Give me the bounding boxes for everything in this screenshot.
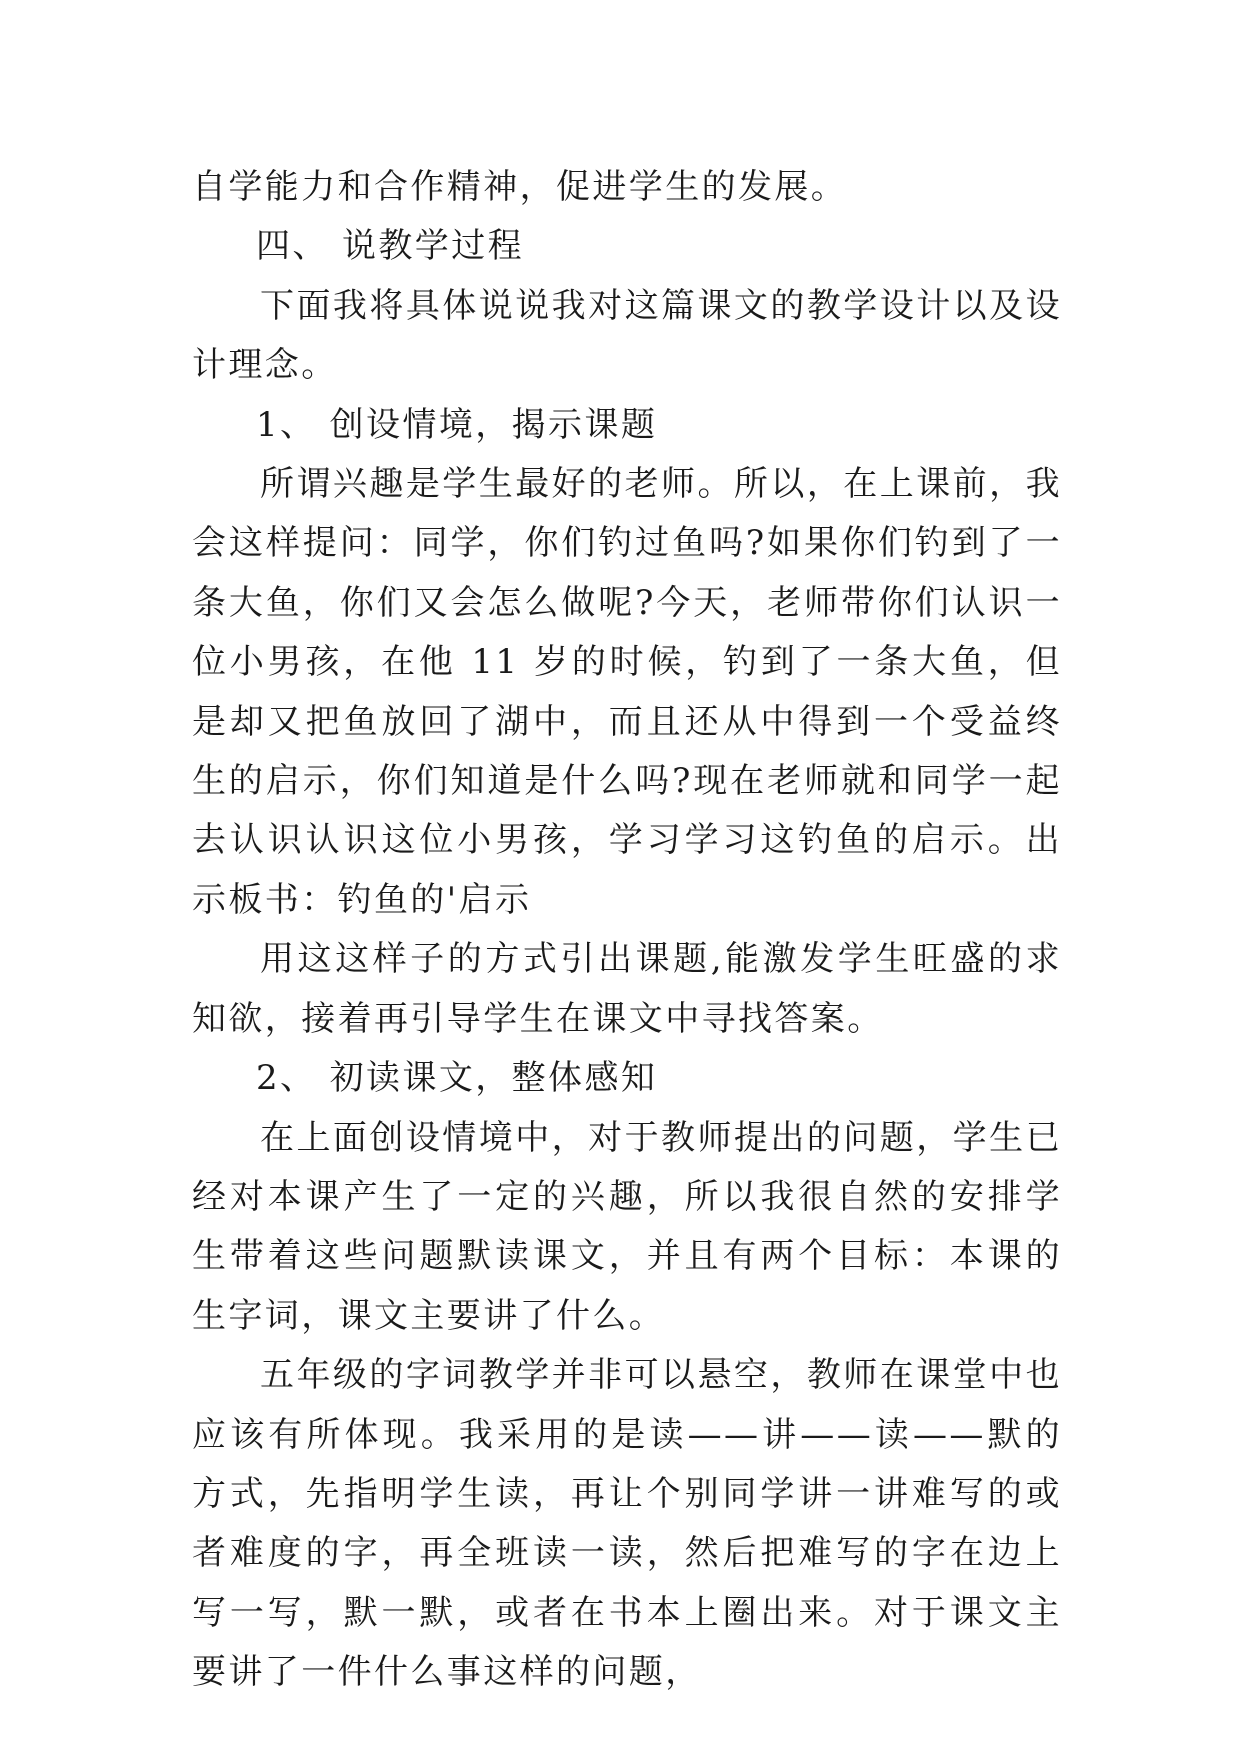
paragraph-vocabulary-teaching: 五年级的字词教学并非可以悬空，教师在课堂中也应该有所体现。我采用的是读——讲——读——默的方式，先指明学生读，再让个别同学讲一讲难写的或者难度的字，再全班读一读，然后把难写的字在边上写一写，默一默，或者在书本上圈出来。对于课文主要讲了一件什么事这样的问题， — [192, 1355, 1062, 1693]
section-heading-teaching-process: 四、 说教学过程 — [256, 226, 525, 267]
paragraph-intro: 下面我将具体说说我对这篇课文的教学设计以及设计理念。 — [192, 285, 1062, 386]
document-body — [192, 158, 1062, 1703]
subheading-create-situation: 1、 创设情境，揭示课题 — [256, 404, 658, 445]
paragraph-silent-reading: 在上面创设情境中，对于教师提出的问题，学生已经对本课产生了一定的兴趣，所以我很自然的安排学生带着这些问题默读课文，并且有两个目标：本课的生字词，课文主要讲了什么。 — [192, 1117, 1062, 1336]
subheading-first-reading: 2、 初读课文，整体感知 — [256, 1058, 658, 1099]
paragraph-continuation: 自学能力和合作精神，促进学生的发展。 — [192, 167, 848, 207]
paragraph-interest: 所谓兴趣是学生最好的老师。所以，在上课前，我会这样提问：同学，你们钓过鱼吗?如果你们钓到了一条大鱼，你们又会怎么做呢?今天，老师带你们认识一位小男孩，在他 11 岁的时候，钓到了一条大鱼，但是却又把鱼放回了湖中，而且还从中得到一个受益终生的启示，你们知道是什么吗?现在老师就和同学一起去认识认识这位小男孩，学习学习这钓鱼的启示。出示板书：钓鱼的'启示 — [192, 464, 1062, 920]
paragraph-introduce-topic: 用这这样子的方式引出课题,能激发学生旺盛的求知欲，接着再引导学生在课文中寻找答案。 — [192, 939, 1062, 1039]
